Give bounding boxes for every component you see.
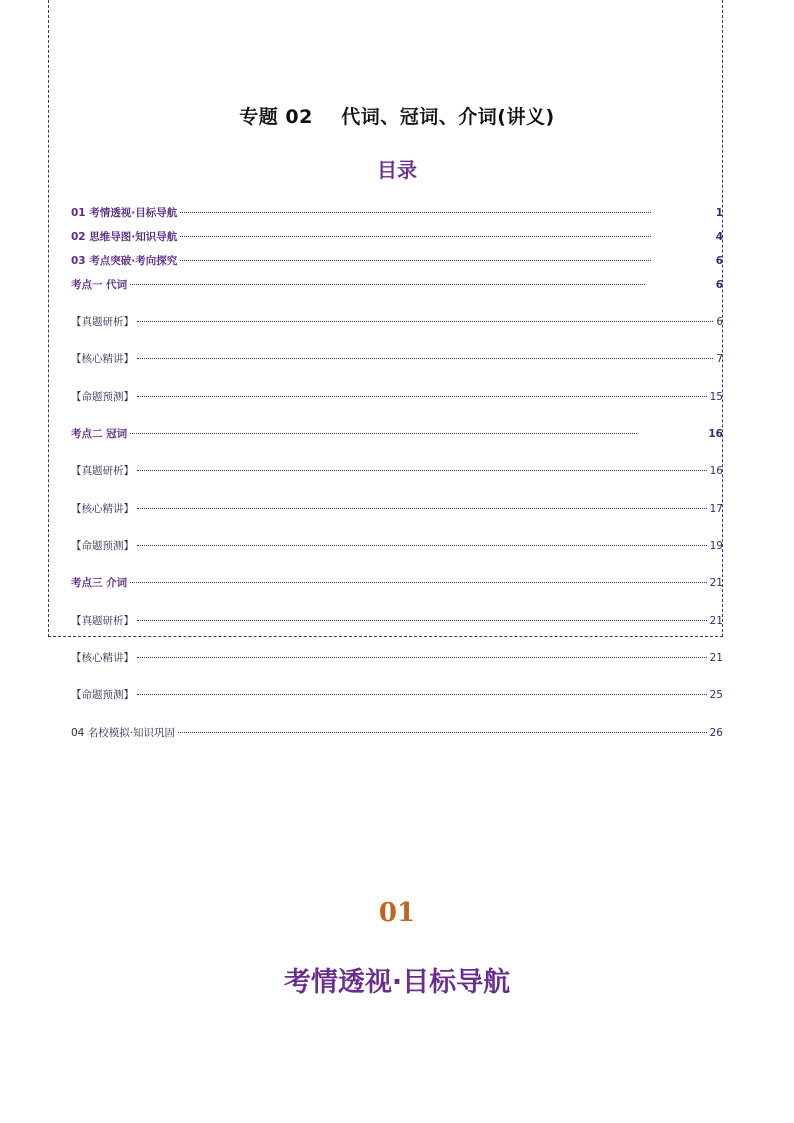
toc-heading: 目录 [377,158,417,182]
toc-dot-leader [137,620,707,621]
toc-dot-leader [137,694,707,695]
toc-entry[interactable] [71,390,723,404]
toc-entry[interactable] [71,614,723,628]
page-frame-left-border [48,0,49,637]
section-title: 考情透视·目标导航 [283,967,511,998]
toc-entry-label: 【核心精讲】 [71,652,134,664]
toc-entry-label: 考点二 冠词 [71,428,128,440]
toc-dot-leader [180,236,650,237]
toc-entry[interactable] [71,278,723,292]
toc-entry[interactable] [71,688,723,702]
section-number: 01 [378,898,416,928]
toc-entry[interactable] [71,726,723,740]
toc-entry-page: 25 [709,689,723,701]
toc-dot-leader [178,732,707,733]
toc-dot-leader [137,321,713,322]
toc-entry-label: 【命题预测】 [71,689,134,701]
toc-entry-page: 17 [709,503,723,515]
toc-entry-page: 21 [709,577,723,589]
toc-entry-label: 【核心精讲】 [71,353,134,365]
document-title: 专题 02 代词、冠词、介词(讲义) [239,106,555,128]
page-frame-bottom-border [48,636,723,637]
toc-entry-page: 16 [708,428,723,440]
toc-entry-page: 21 [709,652,723,664]
toc-entry[interactable] [71,539,723,553]
toc-entry-label: 【命题预测】 [71,391,134,403]
toc-entry-label: 04 名校模拟·知识巩固 [71,727,176,739]
toc-entry[interactable] [71,352,723,366]
toc-entry-label: 03 考点突破·考向探究 [71,255,178,267]
toc-entry[interactable] [71,427,723,441]
toc-dot-leader [137,657,707,658]
toc-entry-page: 7 [716,353,723,365]
toc-dot-leader [180,260,650,261]
toc-entry-page: 21 [709,615,723,627]
toc-entry-label: 【真题研析】 [71,316,134,328]
toc-entry-page: 1 [715,207,723,219]
toc-entry-label: 考点一 代词 [71,279,128,291]
toc-entry[interactable] [71,315,723,329]
toc-entry-label: 【命题预测】 [71,540,134,552]
toc-dot-leader [180,212,650,213]
toc-entry-label: 【真题研析】 [71,465,134,477]
toc-entry-page: 15 [709,391,723,403]
toc-dot-leader [137,396,707,397]
toc-entry-label: 【真题研析】 [71,615,134,627]
toc-dot-leader [137,470,707,471]
toc-entry[interactable] [71,651,723,665]
toc-entry[interactable] [71,206,723,220]
toc-dot-leader [130,582,706,583]
toc-dot-leader [137,508,707,509]
toc-entry-label: 考点三 介词 [71,577,128,589]
toc-entry[interactable] [71,230,723,244]
toc-entry-page: 19 [709,540,723,552]
toc-entry-page: 16 [709,465,723,477]
toc-entry[interactable] [71,254,723,268]
toc-entry[interactable] [71,576,723,590]
toc-entry-label: 02 思维导图·知识导航 [71,231,178,243]
toc-entry-page: 4 [715,231,723,243]
toc-entry-page: 26 [709,727,723,739]
toc-entry[interactable] [71,464,723,478]
toc-dot-leader [130,284,645,285]
toc-dot-leader [130,433,637,434]
toc-entry-page: 6 [716,316,723,328]
toc-entry-page: 6 [715,255,723,267]
toc-dot-leader [137,545,707,546]
toc-entry-page: 6 [715,279,723,291]
toc-dot-leader [137,358,713,359]
toc-entry-label: 01 考情透视·目标导航 [71,207,178,219]
toc-entry-label: 【核心精讲】 [71,503,134,515]
toc-entry[interactable] [71,502,723,516]
